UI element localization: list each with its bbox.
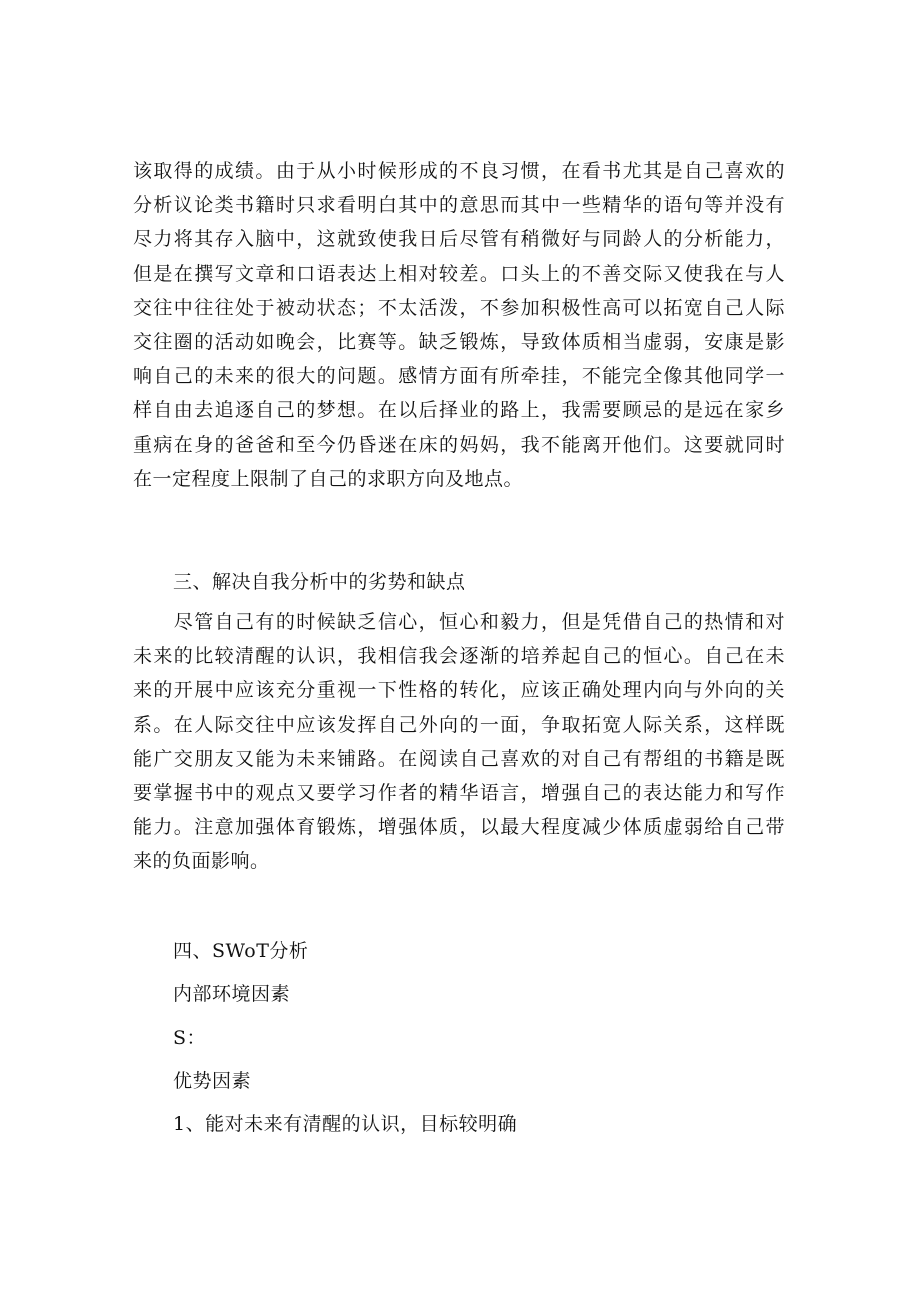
section-heading-4: 四、SWoT分析 [173, 940, 309, 962]
text-line: 尽管自己有的时候缺乏信心，恒心和毅力，但是凭借自己的热情和对 [133, 611, 785, 633]
text-line: 响自己的未来的很大的问题。感情方面有所牵挂，不能完全像其他同学一 [133, 365, 785, 388]
text-line: 该取得的成绩。由于从小时候形成的不良习惯，在看书尤其是自己喜欢的 [133, 160, 785, 182]
paragraph-solutions [133, 605, 785, 879]
strength-item-1: 1、能对未来有清醒的认识，目标较明确 [173, 1113, 518, 1135]
text-line: 能力。注意加强体育锻炼，增强体质，以最大程度减少体质虚弱给自己带 [133, 816, 785, 839]
text-line: 在一定程度上限制了自己的求职方向及地点。 [133, 467, 524, 490]
text-line: 要掌握书中的观点又要学习作者的精华语言，增强自己的表达能力和写作 [133, 782, 785, 805]
text-line: 来的负面影响。 [133, 850, 270, 873]
strengths-label: 优势因素 [173, 1070, 252, 1092]
text-line: 交往圈的活动如晚会，比赛等。缺乏锻炼，导致体质相当虚弱，安康是影 [133, 331, 785, 354]
s-label: S： [173, 1027, 207, 1049]
text-line: 交往中往往处于被动状态；不太活泼，不参加积极性高可以拓宽自己人际 [133, 296, 785, 319]
internal-factors-label: 内部环境因素 [173, 983, 291, 1005]
text-line: 重病在身的爸爸和至今仍昏迷在床的妈妈，我不能离开他们。这要就同时 [133, 433, 785, 456]
text-line: 未来的比较清醒的认识，我相信我会逐渐的培养起自己的恒心。自己在未 [133, 645, 785, 668]
text-line: 能广交朋友又能为未来铺路。在阅读自己喜欢的对自己有帮组的书籍是既 [133, 747, 785, 770]
text-line: 系。在人际交往中应该发挥自己外向的一面，争取拓宽人际关系，这样既 [133, 713, 785, 736]
section-heading-3: 三、解决自我分析中的劣势和缺点 [173, 571, 466, 593]
text-line: 尽力将其存入脑中，这就致使我日后尽管有稍微好与同龄人的分析能力， [133, 228, 785, 251]
text-line: 分析议论类书籍时只求看明白其中的意思而其中一些精华的语句等并没有 [133, 194, 785, 217]
text-line: 但是在撰写文章和口语表达上相对较差。口头上的不善交际又使我在与人 [133, 262, 785, 285]
paragraph-weaknesses [133, 154, 785, 496]
text-line: 样自由去追逐自己的梦想。在以后择业的路上，我需要顾忌的是远在家乡 [133, 399, 785, 422]
text-line: 来的开展中应该充分重视一下性格的转化，应该正确处理内向与外向的关 [133, 679, 785, 702]
